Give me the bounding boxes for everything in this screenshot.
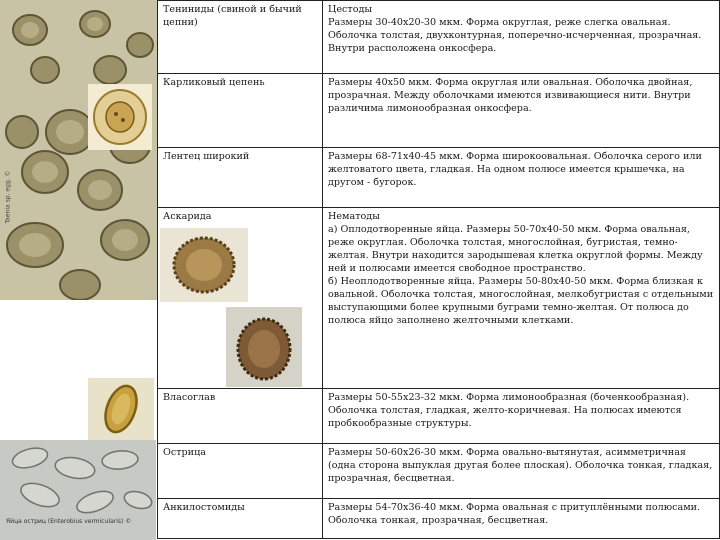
table-row xyxy=(158,444,720,499)
species-description: Цестоды Размеры 30-40х20-30 мкм. Форма округлая, реже слегка овальная. Оболочка толстая, двухконтурная, поперечно-исчерченная, прозрачная. Внутри расположена онкосфера. xyxy=(323,1,720,74)
species-description: Нематоды а) Оплодотворенные яйца. Размеры 50-70х40-50 мкм. Форма овальная, реже округлая. Оболочка толстая, многослойная, бугристая, темно-желтая. Внутри находится зародышевая клетка округлой формы. Между ней и полюсами имеется свободное пространство. б) Неоплодотворенные яйца. Размеры 50-80х40-50 мкм. Форма близкая к овальной. Оболочка толстая, многослойная, мелкобугристая с отдельными выступающими более крупными буграми темно-желтая. От полюса до полюса яйцо заполнено желточными клетками. xyxy=(323,208,720,389)
table-row xyxy=(158,499,720,539)
table-row xyxy=(158,1,720,74)
pinworm-photo-caption: Яйца остриц (Enterobius vermicularis) © xyxy=(6,518,132,525)
helminth-eggs-table xyxy=(157,0,720,539)
species-description: Размеры 54-70х36-40 мкм. Форма овальная с притуплёнными полюсами. Оболочка тонкая, прозрачная, бесцветная. xyxy=(323,499,720,539)
taenia-photo-caption: Taenia sp. egg. © xyxy=(4,170,12,224)
species-name: Лентец широкий xyxy=(158,148,323,208)
species-name: Власоглав xyxy=(158,389,323,444)
species-description: Размеры 50-55х23-32 мкм. Форма лимонообразная (боченкообразная). Оболочка толстая, гладкая, желто-коричневая. На полюсах имеются пробкообразные структуры. xyxy=(323,389,720,444)
table-row xyxy=(158,389,720,444)
whipworm-egg-photo xyxy=(88,378,154,440)
table-row xyxy=(158,74,720,148)
species-description: Размеры 40х50 мкм. Форма округлая или овальная. Оболочка двойная, прозрачная. Между оболочками имеются извивающиеся нити. Внутри различима лимонообразная онкосфера. xyxy=(323,74,720,148)
species-name: Острица xyxy=(158,444,323,499)
species-description: Размеры 68-71х40-45 мкм. Форма широкоовальная. Оболочка серого или желтоватого цвета, гладкая. На одном полюсе имеется крышечка, на другом - бугорок. xyxy=(323,148,720,208)
species-name: Тениниды (свиной и бычий цепни) xyxy=(158,1,323,74)
taenia-eggs-photo xyxy=(0,0,157,300)
species-description: Размеры 50-60х26-30 мкм. Форма овально-вытянутая, асимметричная (одна сторона выпуклая другая более плоская). Оболочка тонкая, гладкая, прозрачная, бесцветная. xyxy=(323,444,720,499)
pinworm-eggs-photo xyxy=(0,440,156,540)
table-row xyxy=(158,148,720,208)
dwarf-tapeworm-egg-photo xyxy=(88,84,152,150)
table-row xyxy=(158,208,720,389)
species-name: Анкилостомиды xyxy=(158,499,323,539)
species-name: Карликовый цепень xyxy=(158,74,323,148)
species-name: Аскарида xyxy=(158,208,323,389)
